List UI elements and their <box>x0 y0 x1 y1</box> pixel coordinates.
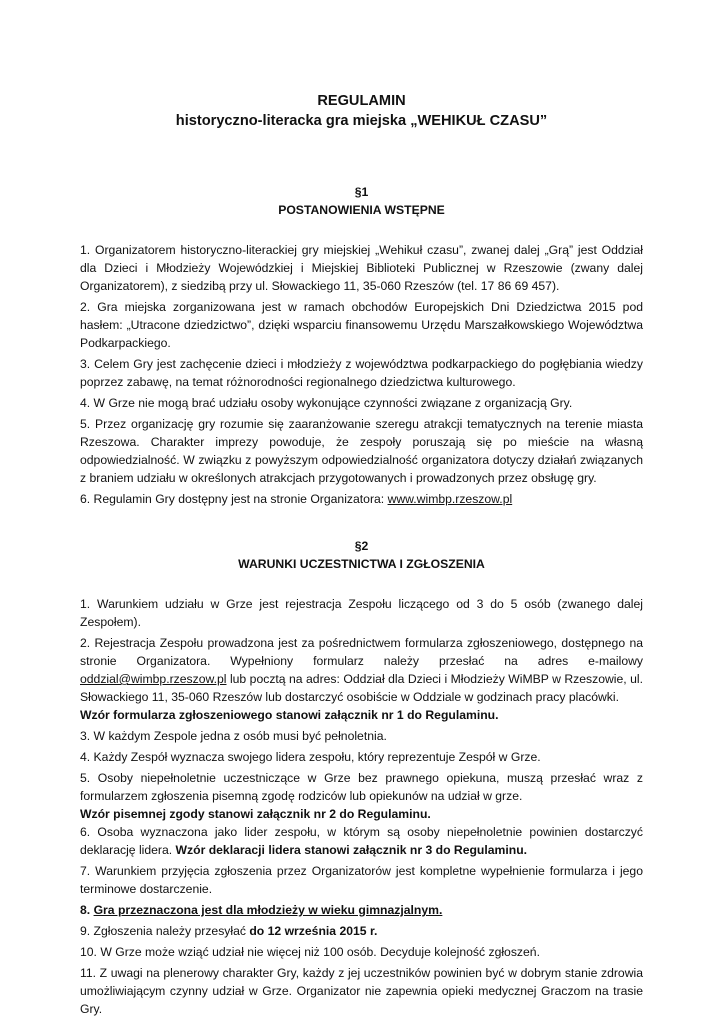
s1-paragraph-2: 2. Gra miejska zorganizowana jest w ramach obchodów Europejskich Dni Dziedzictwa 2015 pod hasłem: „Utracone dziedzictwo”, dzięki wsparciu finansowemu Urzędu Marszałkowskiego Województwa Podkarpackiego. <box>80 300 643 350</box>
section-1-heading: POSTANOWIENIA WSTĘPNE <box>278 203 445 217</box>
s1-paragraph-4: 4. W Grze nie mogą brać udziału osoby wykonujące czynności związane z organizacją Gry. <box>80 396 573 410</box>
s2-p2-text-a: 2. Rejestracja Zespołu prowadzona jest za pośrednictwem formularza zgłoszeniowego, dostępnego na stronie Organizatora. Wypełniony formularz należy przesłać na adres e-mailowy <box>80 636 643 668</box>
s2-paragraph-1: 1. Warunkiem udziału w Grze jest rejestracja Zespołu liczącego od 3 do 5 osób (zwanego dalej Zespołem). <box>80 597 643 629</box>
section-1 <box>80 183 643 508</box>
s2-attachment-3-note: Wzór deklaracji lidera stanowi załącznik nr 3 do Regulaminu. <box>175 843 528 857</box>
s2-paragraph-2 <box>80 634 643 706</box>
doc-title: REGULAMIN <box>317 93 406 109</box>
s2-paragraph-8 <box>80 901 643 919</box>
email-link[interactable]: oddzial@wimbp.rzeszow.pl <box>80 672 227 686</box>
s2-paragraph-3: 3. W każdym Zespole jedna z osób musi być pełnoletnia. <box>80 729 387 743</box>
s2-p9-text: 9. Zgłoszenia należy przesyłać <box>80 924 250 938</box>
section-2 <box>80 537 643 1018</box>
section-2-heading: WARUNKI UCZESTNICTWA I ZGŁOSZENIA <box>238 557 485 571</box>
s2-p9-deadline: do 12 września 2015 r. <box>249 924 378 938</box>
s2-p2-text-b: lub pocztą na adres: Oddział dla Dzieci i Młodzieży WiMBP w Rzeszowie, ul. Słowackiego 11, 35-060 Rzeszów lub dostarczyć osobiście w Oddziale w godzinach pracy placówki. <box>80 672 643 704</box>
section-1-number: §1 <box>354 185 369 199</box>
s2-p8-text: Gra przeznaczona jest dla młodzieży w wieku gimnazjalnym. <box>93 903 443 917</box>
website-link[interactable]: www.wimbp.rzeszow.pl <box>387 492 513 506</box>
s2-paragraph-10: 10. W Grze może wziąć udział nie więcej niż 100 osób. Decyduje kolejność zgłoszeń. <box>80 945 540 959</box>
s2-attachment-2-note: Wzór pisemnej zgody stanowi załącznik nr 2 do Regulaminu. <box>80 807 431 821</box>
s2-paragraph-7: 7. Warunkiem przyjęcia zgłoszenia przez Organizatorów jest kompletne wypełnienie formularza i jego terminowe dostarczenie. <box>80 864 643 896</box>
s2-paragraph-4: 4. Każdy Zespół wyznacza swojego lidera zespołu, który reprezentuje Zespół w Grze. <box>80 750 541 764</box>
s1-paragraph-5: 5. Przez organizację gry rozumie się zaaranżowanie szeregu atrakcji tematycznych na terenie miasta Rzeszowa. Charakter imprezy powoduje, że zespoły poruszają się po mieście na własną odpowiedzialność. W związku z powyższym odpowiedzialność organizatora dotyczy działań związanych z braniem udziału w określonych atrakcjach przygotowanych i prowadzonych przez obsługę gry. <box>80 417 643 485</box>
s2-attachment-1-note: Wzór formularza zgłoszeniowego stanowi załącznik nr 1 do Regulaminu. <box>80 708 499 722</box>
s1-p6-text: 6. Regulamin Gry dostępny jest na stronie Organizatora: <box>80 492 388 506</box>
s1-paragraph-3: 3. Celem Gry jest zachęcenie dzieci i młodzieży z województwa podkarpackiego do pogłębiania wiedzy poprzez zabawę, na temat różnorodności regionalnego dziedzictwa kulturowego. <box>80 357 643 389</box>
section-2-number: §2 <box>354 539 369 553</box>
doc-subtitle: historyczno-literacka gra miejska „WEHIKUŁ CZASU” <box>175 113 548 129</box>
s2-paragraph-5: 5. Osoby niepełnoletnie uczestniczące w Grze bez prawnego opiekuna, muszą przesłać wraz z formularzem zgłoszenia pisemną zgodę rodziców lub opiekunów na udział w grze. <box>80 771 643 803</box>
s2-paragraph-9 <box>80 922 643 940</box>
s1-paragraph-6 <box>80 490 643 508</box>
section-spacer <box>80 511 643 537</box>
s2-p6-text: 6. Osoba wyznaczona jako lider zespołu, w którym są osoby niepełnoletnie powinien dostarczyć deklarację lidera. <box>80 825 643 857</box>
s2-p8-number: 8. <box>80 903 94 917</box>
s2-paragraph-11: 11. Z uwagi na plenerowy charakter Gry, każdy z jej uczestników powinien być w dobrym stanie zdrowia umożliwiającym czynny udział w Grze. Organizator nie zapewnia opieki medycznej Graczom na trasie Gry. <box>80 966 643 1016</box>
s1-paragraph-1: 1. Organizatorem historyczno-literackiej gry miejskiej „Wehikuł czasu”, zwanej dalej „Grą” jest Oddział dla Dzieci i Młodzieży Wojewódzkiej i Miejskiej Biblioteki Publicznej w Rzeszowie (zwany dalej Organizatorem), z siedzibą przy ul. Słowackiego 11, 35-060 Rzeszów (tel. 17 86 69 457). <box>80 243 643 293</box>
s2-paragraph-6 <box>80 823 643 859</box>
